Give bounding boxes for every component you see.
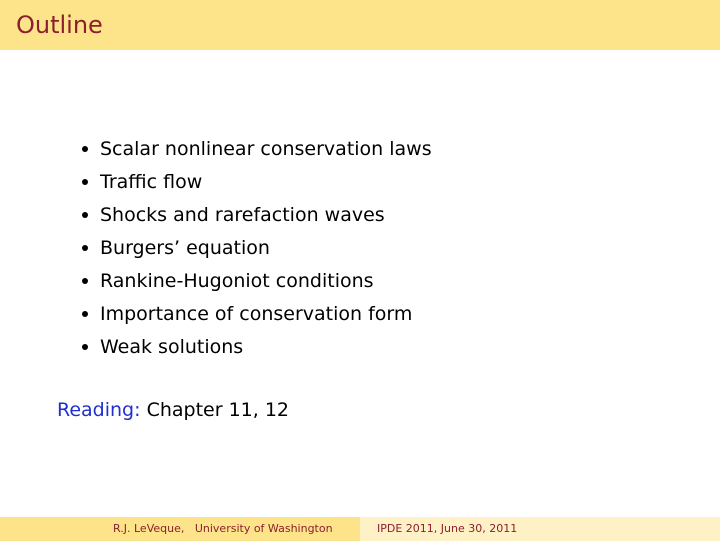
- outline-item-text: Weak solutions: [100, 335, 244, 358]
- outline-item: [80, 132, 432, 165]
- outline-item: [80, 297, 432, 330]
- bullet-icon: [82, 179, 88, 185]
- slide-header: [0, 0, 720, 50]
- outline-item: [80, 198, 432, 231]
- outline-item-text: Burgers’ equation: [100, 236, 270, 259]
- footer-right-panel: [360, 517, 720, 541]
- outline-item: [80, 231, 432, 264]
- outline-item: [80, 330, 432, 363]
- bullet-icon: [82, 344, 88, 350]
- bullet-icon: [82, 311, 88, 317]
- slide-title: Outline: [16, 11, 103, 39]
- reading-value: Chapter 11, 12: [146, 399, 290, 421]
- bullet-icon: [82, 245, 88, 251]
- reading-label: Reading:: [57, 399, 141, 421]
- bullet-icon: [82, 146, 88, 152]
- footer-author: R.J. LeVeque, University of Washington: [113, 522, 333, 535]
- footer-event: IPDE 2011, June 30, 2011: [377, 522, 518, 535]
- bullet-icon: [82, 212, 88, 218]
- outline-list: [80, 132, 432, 363]
- outline-item-text: Traffic flow: [100, 170, 203, 193]
- outline-item-text: Scalar nonlinear conservation laws: [100, 137, 432, 160]
- outline-item-text: Shocks and rarefaction waves: [100, 203, 385, 226]
- reading-line: [57, 396, 289, 424]
- footer-left-panel: [0, 517, 360, 541]
- outline-item-text: Rankine-Hugoniot conditions: [100, 269, 374, 292]
- outline-item-text: Importance of conservation form: [100, 302, 413, 325]
- outline-item: [80, 264, 432, 297]
- bullet-icon: [82, 278, 88, 284]
- outline-item: [80, 165, 432, 198]
